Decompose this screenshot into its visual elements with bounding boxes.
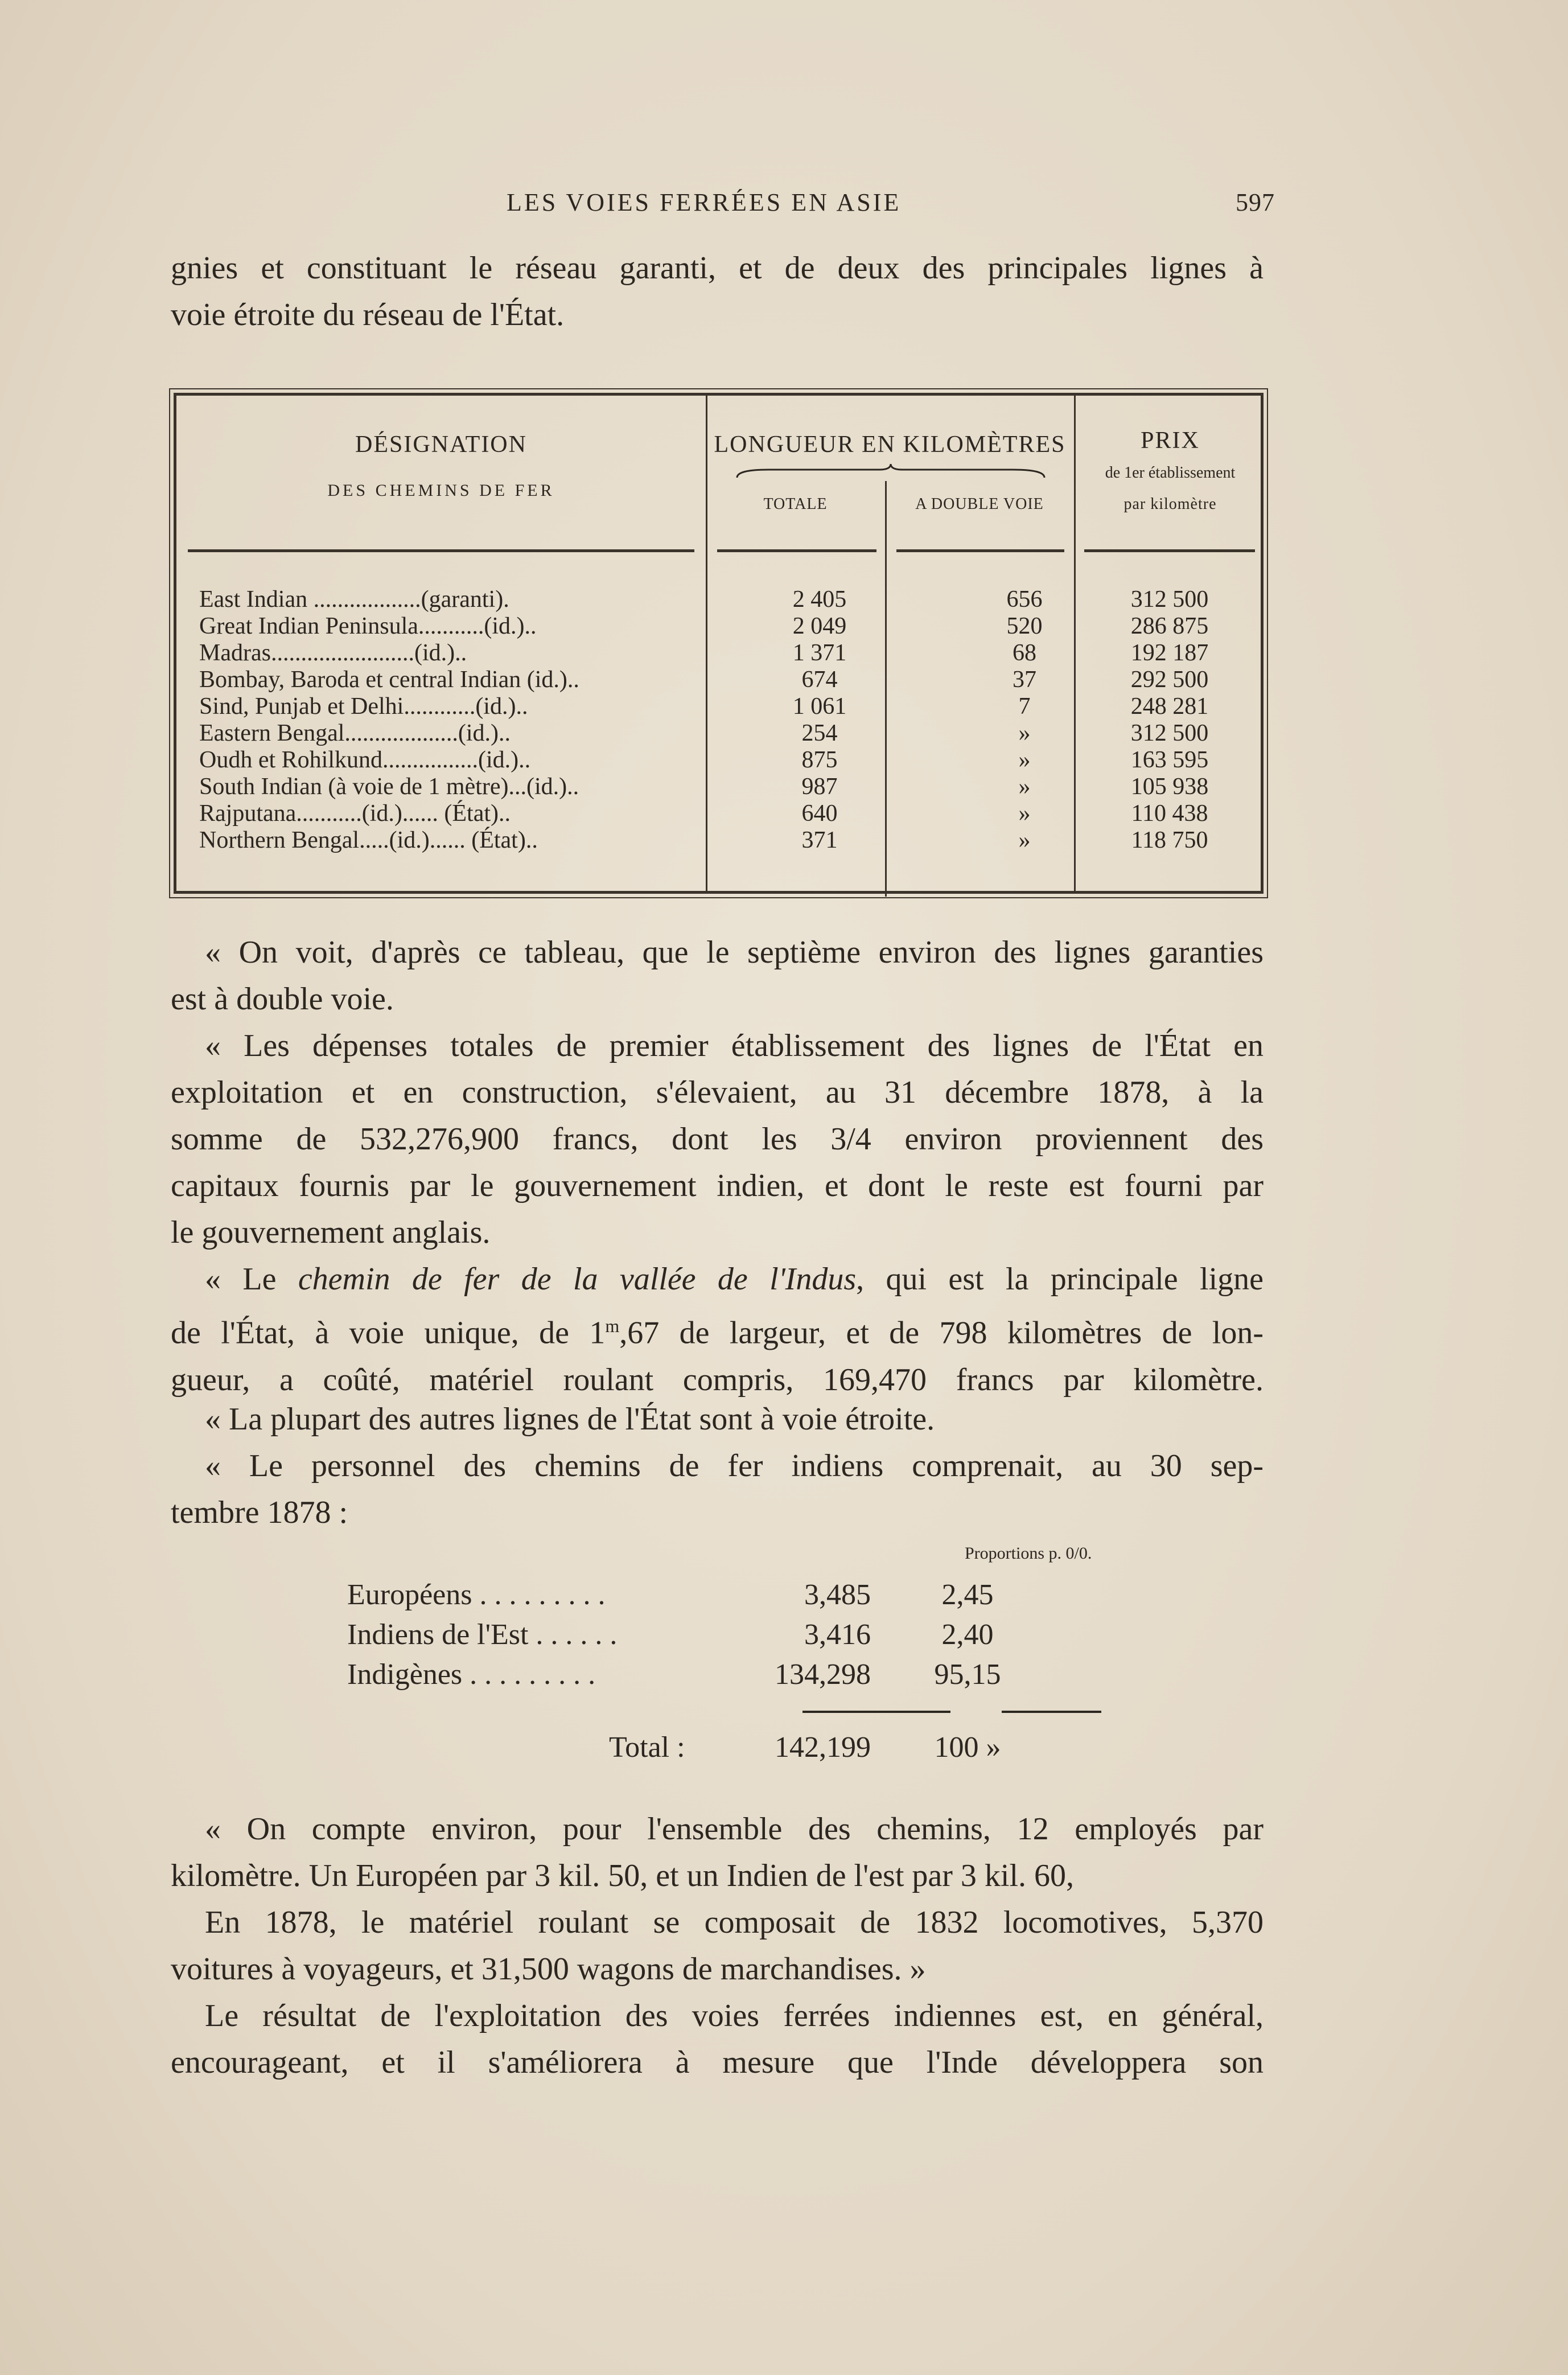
length-total: 2 405 [792,586,847,613]
col-price-title: PRIX [1141,428,1200,454]
text-line: gnies et constituant le réseau garanti, et de deux des principales lignes à [171,250,1264,286]
length-total: 674 [801,667,838,693]
staff-pct: 95,15 [934,1658,1001,1691]
railway-name: Eastern Bengal...................(id.).. [199,720,511,746]
text-line: somme de 532,276,900 francs, dont les 3/4 environ proviennent des [171,1121,1264,1157]
length-double: 68 [1013,640,1036,666]
length-double: 656 [1006,586,1043,613]
length-double: » [1018,800,1031,827]
price-per-km: 118 750 [1131,827,1208,853]
length-total: 987 [801,774,838,800]
staff-count: 134,298 [775,1658,871,1691]
length-double: 37 [1013,667,1036,693]
price-per-km: 248 281 [1130,693,1209,720]
header-rule [896,549,1064,552]
text-line: « Les dépenses totales de premier établissement des lignes de l'État en [205,1028,1264,1063]
length-double: » [1018,774,1031,800]
table-row [176,586,1261,613]
length-total: 640 [801,800,838,827]
text-line: voie étroite du réseau de l'État. [171,297,565,332]
text-line: tembre 1878 : [171,1495,348,1530]
paragraph [171,1256,1264,1403]
page-number: 597 [1236,188,1275,216]
paragraph [171,1806,1264,1899]
price-per-km: 110 438 [1131,800,1208,827]
col-price-sub1: de 1er établissement [1105,464,1236,482]
railway-name: Bombay, Baroda et central Indian (id.).. [199,667,579,693]
table-row [176,827,1261,854]
italic-line-name: chemin de fer de la vallée de l'Indus [298,1262,857,1297]
price-per-km: 163 595 [1130,747,1209,773]
staff-label: Indigènes . . . . . . . . . [347,1658,596,1691]
length-total: 1 371 [792,640,847,666]
total-rule [1002,1711,1101,1713]
length-double: » [1018,827,1031,853]
table-row [176,747,1261,774]
railway-name: Madras........................(id.).. [199,640,467,666]
col-designation-sub: DES CHEMINS DE FER [327,481,555,500]
length-total: 2 049 [792,613,847,639]
text-line: le gouvernement anglais. [171,1215,491,1250]
total-label: Total : [609,1731,685,1764]
text-line: est à double voie. [171,981,394,1017]
col-double-header: A DOUBLE VOIE [915,495,1044,513]
staff-row [347,1658,1144,1698]
railway-name: Sind, Punjab et Delhi............(id.).. [199,693,528,720]
railway-name: Great Indian Peninsula...........(id.).. [199,613,537,639]
length-total: 1 061 [792,693,847,720]
paragraph [171,1992,1264,2086]
table-row [176,693,1261,720]
header-rule [188,549,694,552]
price-per-km: 292 500 [1130,667,1209,693]
staff-total-row [347,1731,1144,1770]
col-length-title: LONGUEUR EN KILOMÈTRES [714,432,1066,458]
table-row [176,774,1261,800]
staff-pct: 2,45 [941,1579,994,1611]
text-line: de l'État, à voie unique, de 1$^m$,67 de largeur, et de 798 kilomètres de lon- [171,1315,1264,1351]
table-row [176,667,1261,693]
length-double: » [1018,720,1031,746]
paragraph [171,1022,1264,1256]
paragraph [171,1899,1264,1992]
railway-name: Oudh et Rohilkund................(id.).. [199,747,531,773]
table-row [176,640,1261,667]
length-double: » [1018,747,1031,773]
text-line: encourageant, et il s'améliorera à mesure que l'Inde développera son [171,2045,1264,2080]
text-line: gueur, a coûté, matériel roulant compris, 169,470 francs par kilomètre. [171,1362,1264,1398]
text-line: « On voit, d'après ce tableau, que le septième environ des lignes garanties [205,935,1264,970]
staff-row [347,1618,1144,1658]
col-price-sub2: par kilomètre [1123,495,1217,513]
length-double: 520 [1006,613,1043,639]
length-total: 875 [801,747,838,773]
total-count: 142,199 [775,1731,871,1764]
staff-pct: 2,40 [941,1618,994,1651]
staff-label: Indiens de l'Est . . . . . . [347,1618,618,1651]
paragraph [171,1443,1264,1536]
railway-table [174,393,1264,894]
running-title: LES VOIES FERRÉES EN ASIE [507,188,902,216]
header-rule [717,549,876,552]
total-pct: 100 » [934,1731,1001,1764]
text-line: En 1878, le matériel roulant se composait de 1832 locomotives, 5,370 [205,1905,1264,1940]
proportions-header: Proportions p. 0/0. [965,1544,1092,1563]
text-line: voitures à voyageurs, et 31,500 wagons de marchandises. » [171,1951,926,1987]
col-total-header: TOTALE [763,495,828,513]
staff-label: Européens . . . . . . . . . [347,1579,606,1611]
text-line: capitaux fournis par le gouvernement indien, et dont le reste est fourni par [171,1168,1264,1203]
text-line: « Le personnel des chemins de fer indiens comprenait, au 30 sep- [205,1448,1264,1484]
price-per-km: 105 938 [1130,774,1209,800]
railway-name: East Indian ..................(garanti). [199,586,509,613]
railway-name: Northern Bengal.....(id.)...... (État).. [199,827,538,853]
total-rule [802,1711,950,1713]
col-designation-title: DÉSIGNATION [355,432,527,458]
text-line: Le résultat de l'exploitation des voies ferrées indiennes est, en général, [205,1998,1264,2033]
price-per-km: 192 187 [1130,640,1209,666]
text-line: exploitation et en construction, s'élevaient, au 31 décembre 1878, à la [171,1075,1264,1110]
price-per-km: 286 875 [1130,613,1209,639]
staff-count: 3,485 [804,1579,871,1611]
staff-count: 3,416 [804,1618,871,1651]
text-line: « On compte environ, pour l'ensemble des chemins, 12 employés par [205,1811,1264,1847]
text-line: kilomètre. Un Européen par 3 kil. 50, et un Indien de l'est par 3 kil. 60, [171,1858,1075,1893]
header-rule [1084,549,1255,552]
text-line: « La plupart des autres lignes de l'État sont à voie étroite. [205,1402,935,1437]
price-per-km: 312 500 [1130,720,1209,746]
brace-icon [734,463,1047,480]
railway-name: Rajputana...........(id.)...... (État).. [199,800,511,827]
table-row [176,720,1261,747]
table-row [176,800,1261,827]
intro-paragraph [171,245,1264,338]
railway-name: South Indian (à voie de 1 mètre)...(id.).. [199,774,579,800]
paragraph [171,1396,1264,1443]
length-total: 371 [801,827,838,853]
table-row [176,613,1261,640]
length-total: 254 [801,720,838,746]
length-double: 7 [1018,693,1031,720]
text-line: « Le chemin de fer de la vallée de l'Indus, qui est la principale ligne [205,1262,1264,1297]
paragraph [171,929,1264,1022]
price-per-km: 312 500 [1130,586,1209,613]
running-header [165,188,1275,222]
staff-row [347,1578,1144,1618]
